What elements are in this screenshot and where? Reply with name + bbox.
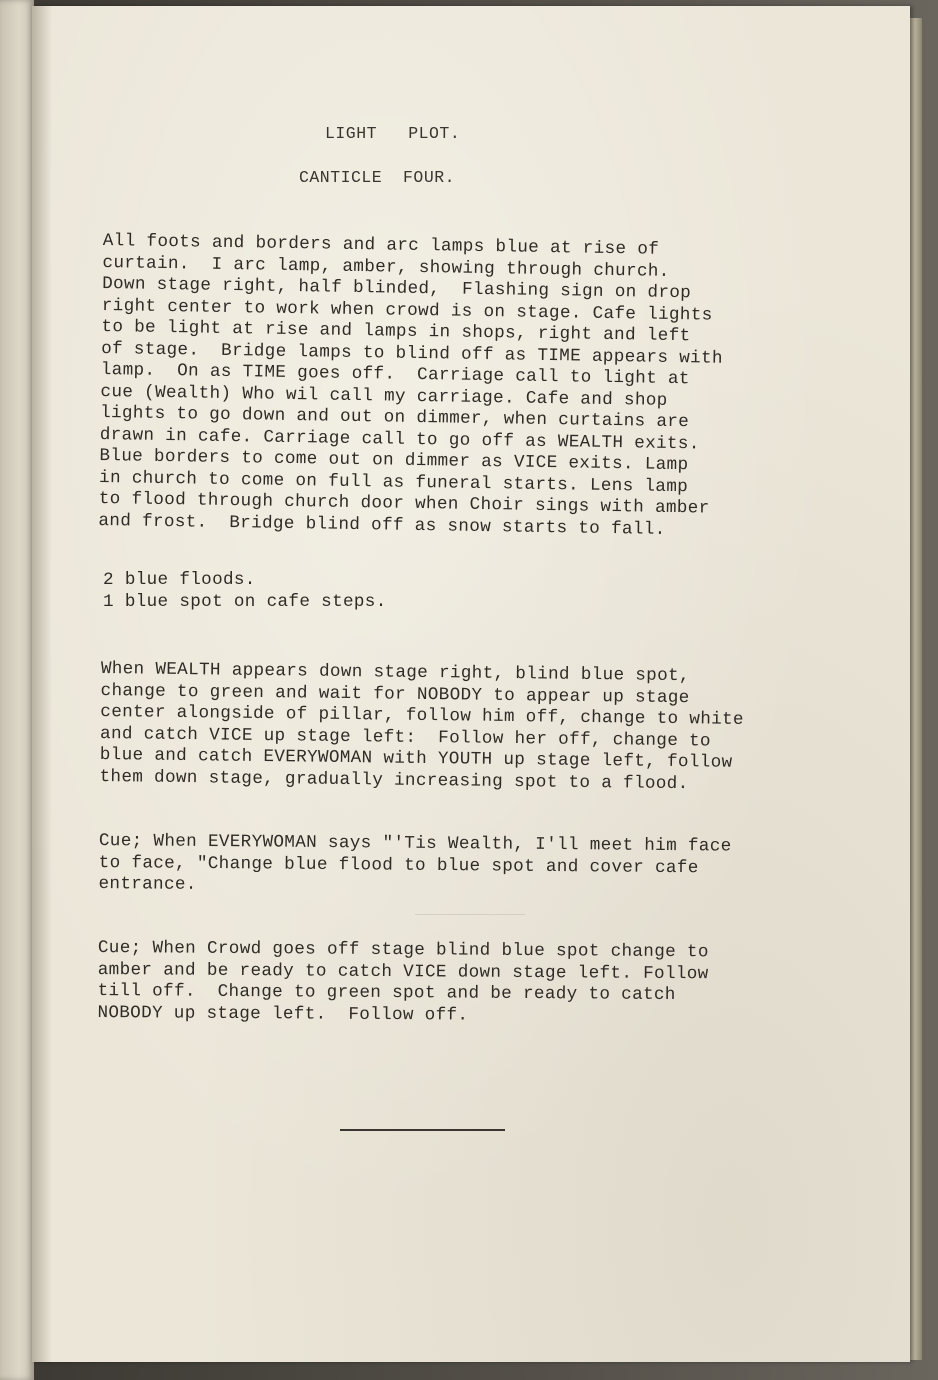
page-title: LIGHT PLOT. bbox=[325, 124, 461, 143]
paragraph-equipment: 2 blue floods. 1 blue spot on cafe steps. bbox=[103, 570, 387, 612]
gutter-shadow bbox=[32, 6, 52, 1362]
paragraph-spot-cues: When WEALTH appears down stage right, blind blue spot, change to green and wait for NOBODY to appear up stage center alongside of pillar, follow him off, change to white and catch VICE up stage left: Follow her off, change to blue and catch EVERYWOMAN with YOUTH up stage left, follow them down stage, gradually increasing spot to a flood. bbox=[99, 659, 745, 794]
page-stack-edge bbox=[908, 18, 922, 1360]
page-subtitle: CANTICLE FOUR. bbox=[299, 168, 456, 187]
previous-page-edge bbox=[0, 0, 34, 1380]
paragraph-cue-everywoman: Cue; When EVERYWOMAN says "'Tis Wealth, I'll meet him face to face, "Change blue flood to blue spot and cover cafe entrance. bbox=[98, 831, 732, 895]
paragraph-cue-crowd: Cue; When Crowd goes off stage blind blue spot change to amber and be ready to catch VICE down stage left. Follow till off. Change to green spot and be ready to catch NOBODY up stage left. Follow off. bbox=[97, 938, 709, 1026]
bleed-through-mark bbox=[415, 914, 525, 915]
paragraph-general-lighting: All foots and borders and arc lamps blue at rise of curtain. I arc lamp, amber, showing through church. Down stage right, half blinded, Flashing sign on drop right center to work when crowd is on stage. Cafe lights to be light at rise and lamps in shops, right and left of stage. Bridge lamps to blind off as TIME appears with lamp. On as TIME goes off. Carriage call to light at cue (Wealth) Who wil call my carriage. Cafe and shop lights to go down and out on dimmer, when curtains are drawn in cafe. Carriage call to go off as WEALTH exits. Blue borders to come out on dimmer as VICE exits. Lamp in church to come on full as funeral starts. Lens lamp to flood through church door when Choir sings with amber and frost. Bridge blind off as snow starts to fall. bbox=[98, 231, 724, 540]
end-rule bbox=[340, 1129, 505, 1131]
